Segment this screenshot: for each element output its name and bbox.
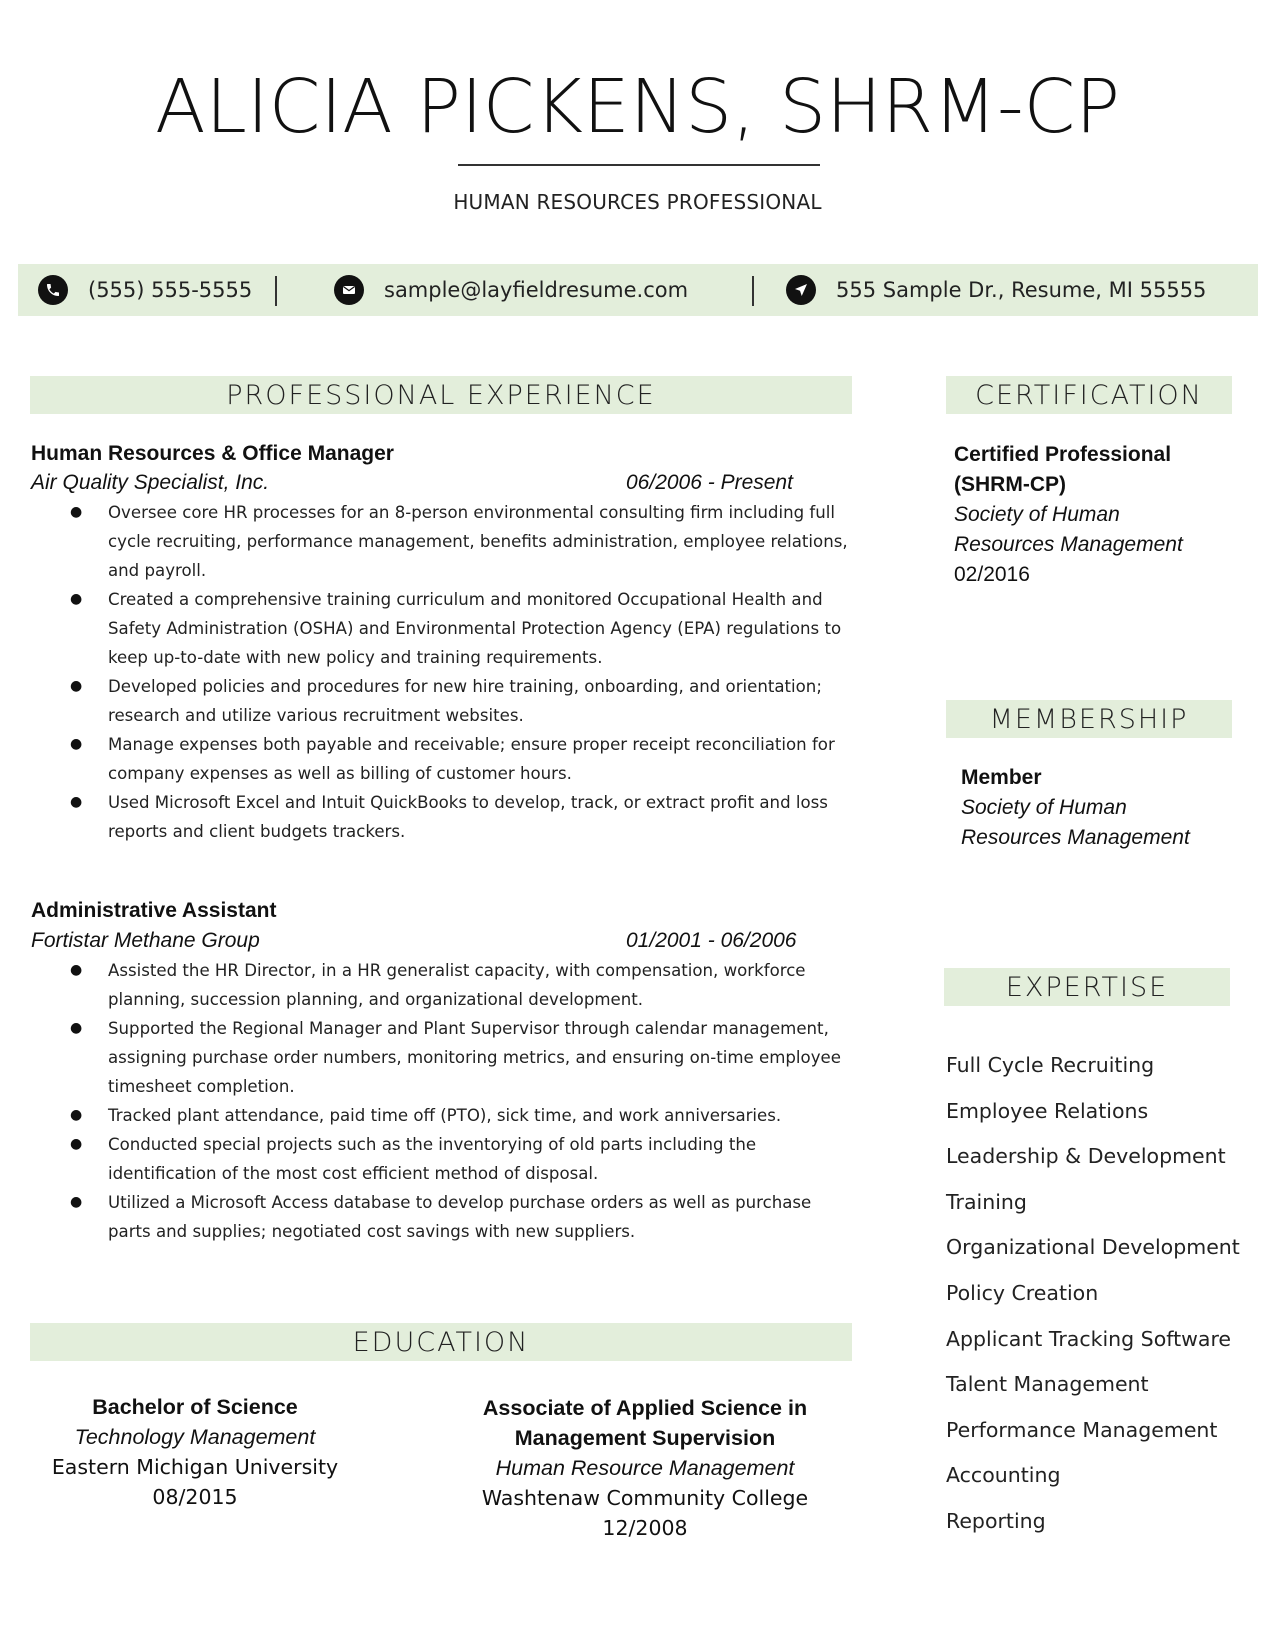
job-dates: 01/2001 - 06/2006 — [626, 929, 797, 952]
membership-org: Society of Human — [961, 796, 1127, 819]
list-item: Training — [946, 1189, 1027, 1214]
contact-bar — [18, 264, 1258, 316]
school: Washtenaw Community College — [481, 1486, 809, 1510]
email-link[interactable]: sample@layfieldresume.com — [384, 278, 689, 302]
certification-name: Certified Professional — [954, 443, 1172, 466]
degree: Bachelor of Science — [92, 1395, 298, 1419]
expertise-heading: EXPERTISE — [944, 968, 1230, 1006]
list-item: Policy Creation — [946, 1280, 1099, 1305]
job-company: Air Quality Specialist, Inc. — [31, 471, 270, 494]
location-arrow-icon — [786, 275, 816, 305]
list-item: ● Oversee core HR processes for an 8-person environmental consulting firm including full cycle recruiting, performance management, benefits administration, employee relations, and payroll. — [34, 498, 854, 585]
list-item: ● Tracked plant attendance, paid time off (PTO), sick time, and work anniversaries. — [34, 1101, 854, 1130]
contact-phone — [38, 264, 252, 316]
subtitle: HUMAN RESOURCES PROFESSIONAL — [453, 190, 822, 214]
page-title: ALICIA PICKENS, SHRM-CP — [155, 64, 1120, 150]
job-title: Administrative Assistant — [31, 899, 277, 922]
job-bullets — [34, 498, 854, 846]
list-item: Leadership & Development — [946, 1144, 1226, 1169]
certification-entry — [954, 440, 1254, 590]
address-text: 555 Sample Dr., Resume, MI 55555 — [836, 278, 1207, 302]
email-icon — [334, 275, 364, 305]
job-title: Human Resources & Office Manager — [31, 442, 394, 465]
graduation-date: 08/2015 — [152, 1485, 238, 1509]
certification-heading: CERTIFICATION — [946, 376, 1232, 414]
list-item: ● Used Microsoft Excel and Intuit QuickBooks to develop, track, or extract profit and loss reports and client budgets trackers. — [34, 788, 854, 846]
degree: Management Supervision — [514, 1426, 776, 1450]
list-item: ● Assisted the HR Director, in a HR generalist capacity, with compensation, workforce planning, succession planning, and organizational development. — [34, 956, 854, 1014]
list-item: ● Developed policies and procedures for new hire training, onboarding, and orientation; research and utilize various recruitment websites. — [34, 672, 854, 730]
degree-field: Human Resource Management — [495, 1456, 795, 1480]
experience-heading: PROFESSIONAL EXPERIENCE — [30, 376, 852, 414]
list-item: Accounting — [946, 1463, 1061, 1488]
education-entry — [450, 1393, 840, 1543]
certification-date: 02/2016 — [954, 563, 1030, 586]
degree: Associate of Applied Science in — [482, 1396, 808, 1420]
certification-name: (SHRM-CP) — [954, 473, 1066, 496]
contact-address — [786, 264, 1206, 316]
list-item: Talent Management — [946, 1372, 1149, 1397]
membership-entry — [961, 763, 1261, 853]
list-item: Performance Management — [946, 1417, 1218, 1442]
list-item: ● Conducted special projects such as the inventorying of old parts including the identification of the most cost efficient method of disposal. — [34, 1130, 854, 1188]
membership-heading: MEMBERSHIP — [946, 700, 1232, 738]
expertise-list — [946, 1043, 1266, 1545]
list-item: Full Cycle Recruiting — [946, 1053, 1155, 1077]
contact-separator — [275, 276, 277, 306]
title-divider — [458, 164, 820, 166]
degree-field: Technology Management — [74, 1425, 316, 1449]
education-heading: EDUCATION — [30, 1323, 852, 1361]
phone-icon — [38, 275, 68, 305]
list-item: Applicant Tracking Software — [946, 1326, 1232, 1351]
education-entry — [20, 1392, 370, 1512]
job-dates: 06/2006 - Present — [626, 471, 793, 494]
certification-org: Resources Management — [954, 533, 1183, 556]
job-company: Fortistar Methane Group — [31, 929, 260, 952]
membership-org: Resources Management — [961, 826, 1190, 849]
graduation-date: 12/2008 — [602, 1516, 688, 1540]
school: Eastern Michigan University — [51, 1455, 339, 1479]
list-item: ● Utilized a Microsoft Access database to develop purchase orders as well as purchase parts and supplies; negotiated cost savings with new suppliers. — [34, 1188, 854, 1246]
list-item: ● Manage expenses both payable and receivable; ensure proper receipt reconciliation for company expenses as well as billing of customer hours. — [34, 730, 854, 788]
certification-org: Society of Human — [954, 503, 1120, 526]
list-item: Employee Relations — [946, 1098, 1149, 1123]
contact-email — [334, 264, 688, 316]
list-item: Reporting — [946, 1508, 1046, 1533]
job-bullets — [34, 956, 854, 1246]
contact-separator — [752, 276, 754, 306]
list-item: ● Created a comprehensive training curriculum and monitored Occupational Health and Safety Administration (OSHA) and Environmental Protection Agency (EPA) regulations to keep up-to-date with new policy and training requirements. — [34, 585, 854, 672]
list-item: ● Supported the Regional Manager and Plant Supervisor through calendar management, assigning purchase order numbers, monitoring metrics, and ensuring on-time employee timesheet completion. — [34, 1014, 854, 1101]
phone-text[interactable]: (555) 555-5555 — [88, 278, 253, 302]
list-item: Organizational Development — [946, 1235, 1240, 1260]
membership-role: Member — [961, 766, 1042, 789]
